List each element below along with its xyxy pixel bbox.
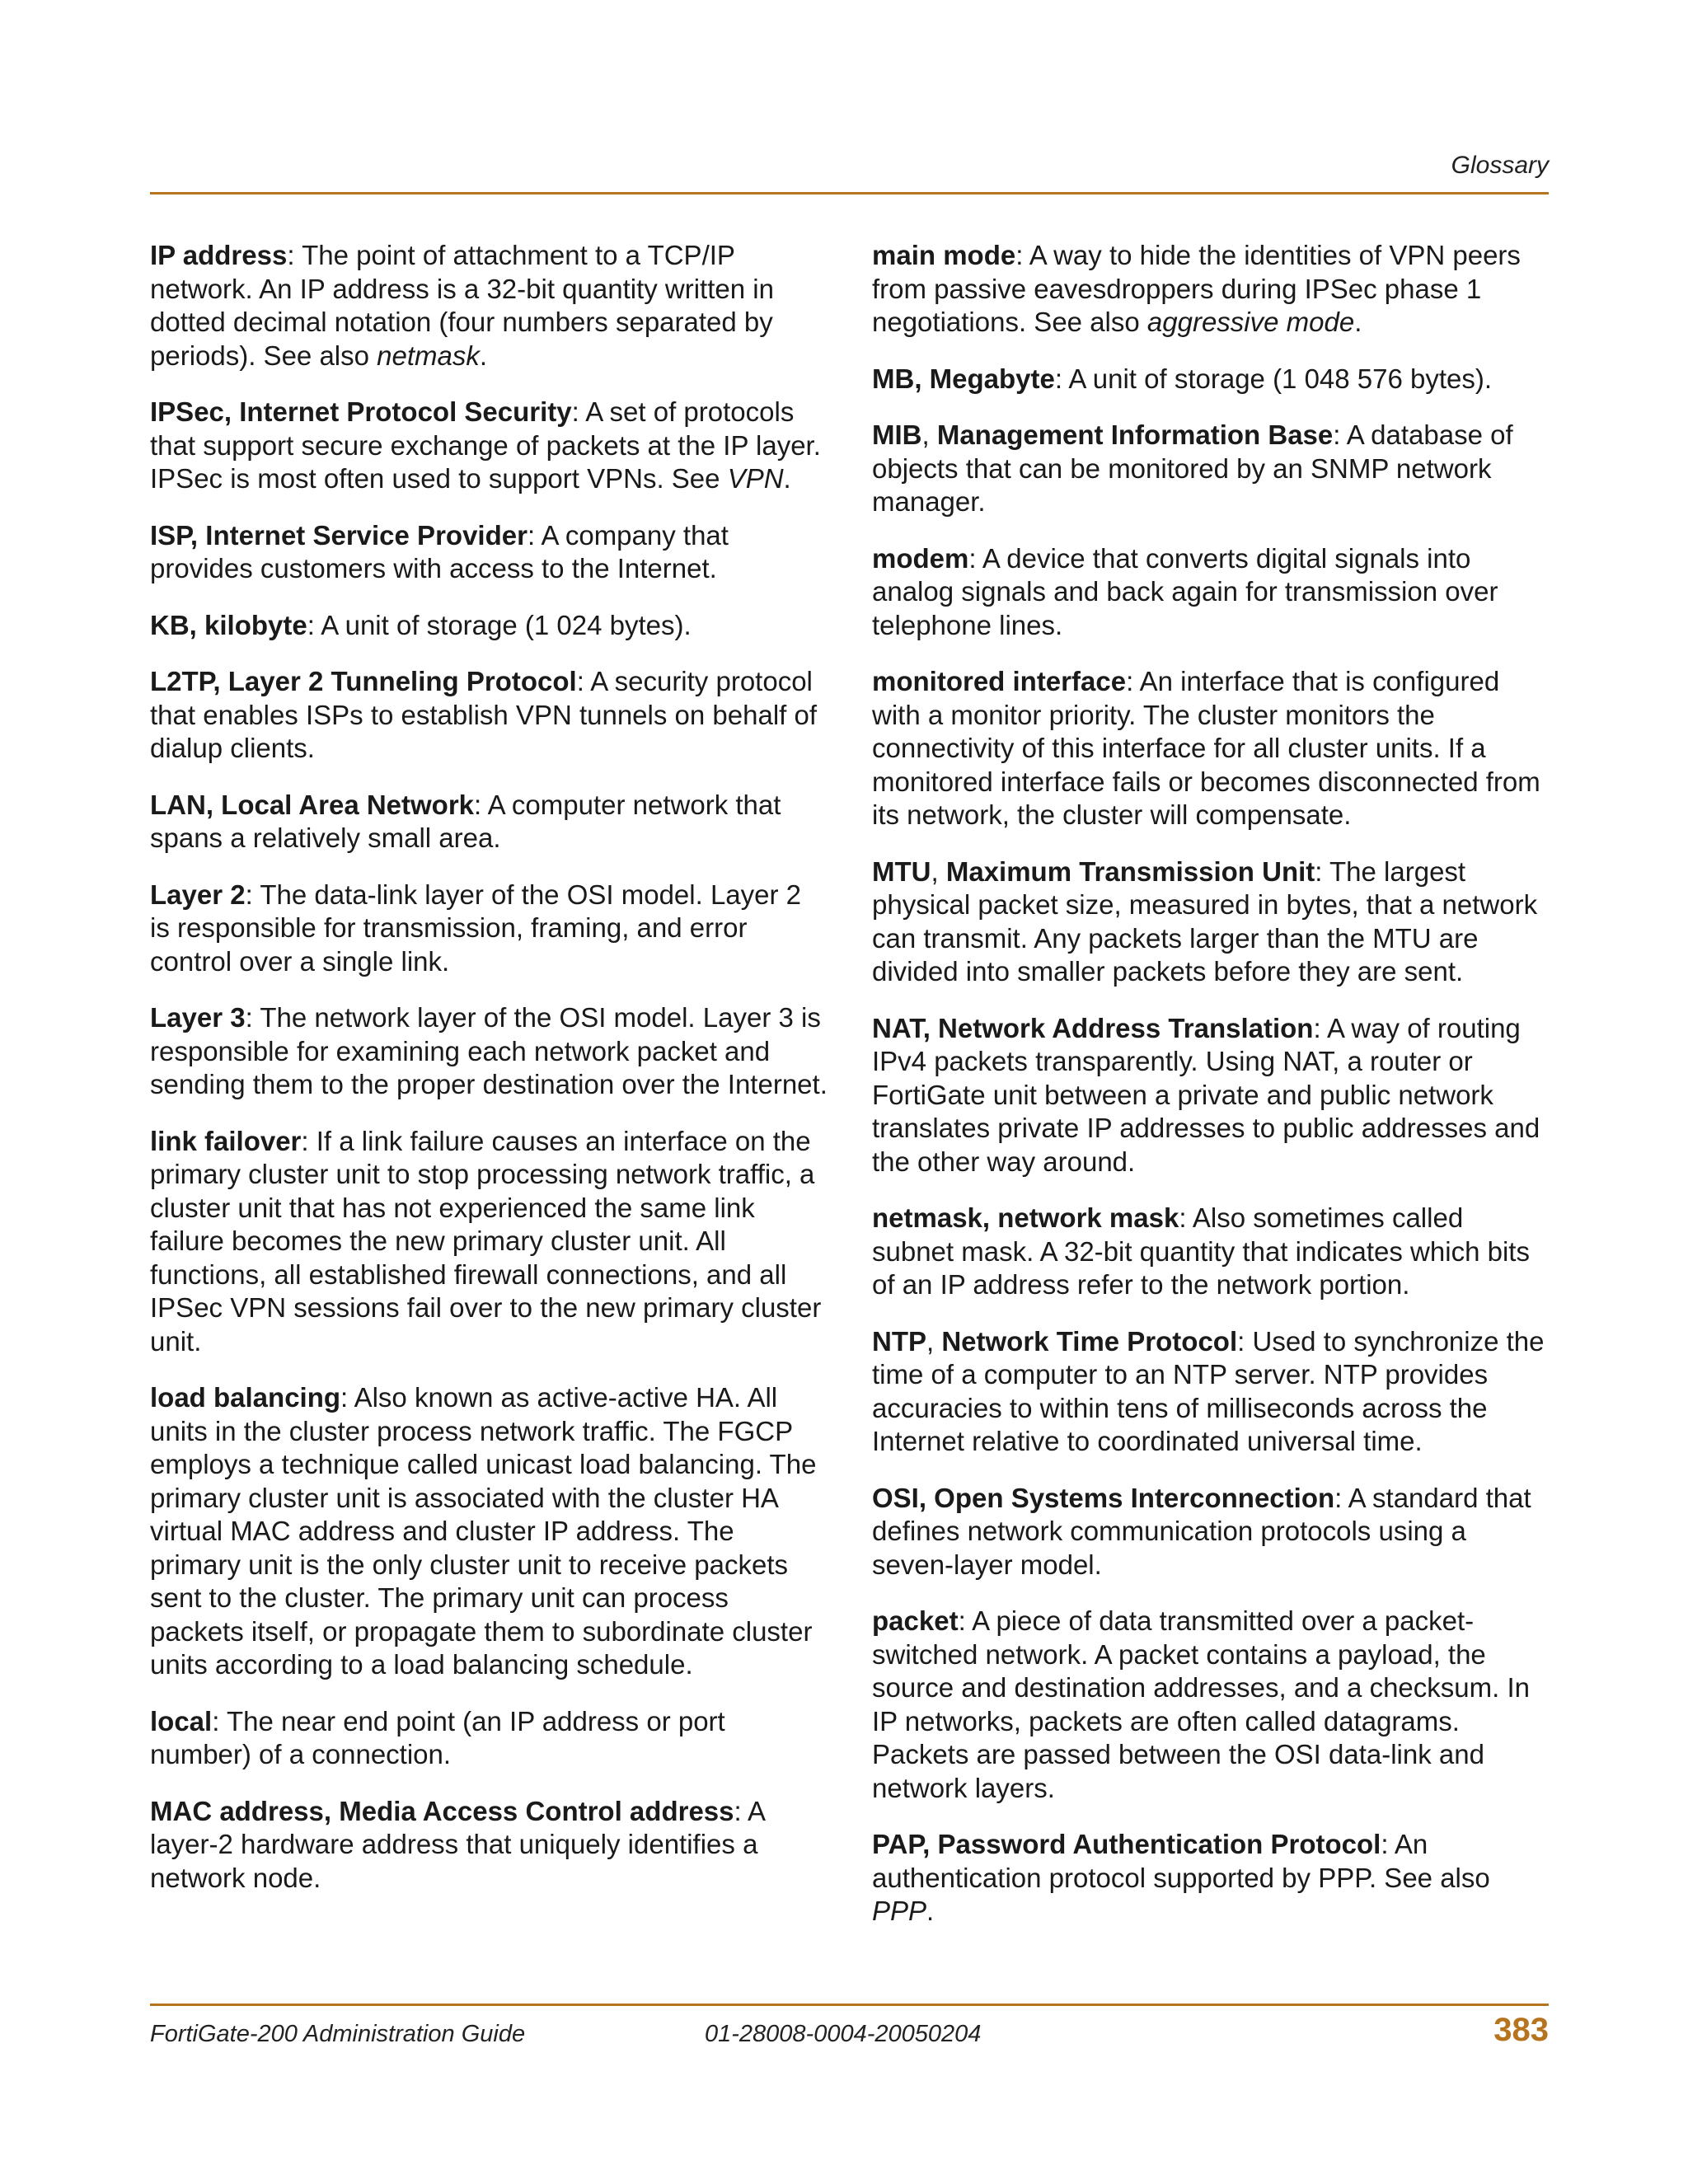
entry-term: main mode bbox=[872, 240, 1016, 270]
entry-colon: : bbox=[1315, 855, 1330, 887]
entry-separator: , bbox=[931, 855, 946, 887]
entry-definition: An authentication protocol supported by PPP. See also bbox=[872, 1829, 1490, 1893]
entry-separator: : bbox=[968, 542, 982, 574]
entry-separator: : bbox=[1313, 1012, 1327, 1043]
entry-definition: The near end point (an IP address or port number) of a connection. bbox=[150, 1705, 725, 1769]
footer-rule bbox=[150, 2004, 1549, 2006]
entry-term: MAC address, Media Access Control address bbox=[150, 1795, 734, 1826]
entry-term: MB, Megabyte bbox=[872, 363, 1055, 394]
entry-term: IPSec, Internet Protocol Security bbox=[150, 396, 572, 427]
entry-definition: If a link failure causes an interface on the primary cluster unit to stop processing network traffic, a cluster unit that has not experienced the same link failure becomes the new primary cluster unit. All functions, all established firewall connections, and all IPSec VPN sessions fail over to the new primary cluster unit. bbox=[150, 1125, 822, 1357]
entry-tail: . bbox=[783, 463, 791, 494]
entry-definition: A database of objects that can be monitored by an SNMP network manager. bbox=[872, 419, 1513, 517]
entry-term: KB, kilobyte bbox=[150, 609, 307, 640]
entry-separator: : bbox=[307, 609, 321, 640]
entry-definition: A company that provides customers with access to the Internet. bbox=[150, 519, 729, 583]
entry-term-expansion: Network Time Protocol bbox=[941, 1325, 1238, 1357]
entry-separator: : bbox=[1334, 1482, 1348, 1513]
entry-term: Layer 2 bbox=[150, 879, 246, 910]
entry-term: Layer 3 bbox=[150, 1002, 246, 1033]
cross-reference: VPN bbox=[727, 463, 784, 494]
entry-term: OSI, Open Systems Interconnection bbox=[872, 1482, 1335, 1513]
entry-separator: , bbox=[926, 1325, 942, 1357]
glossary-entry bbox=[150, 1795, 828, 1896]
glossary-entry bbox=[150, 609, 828, 643]
glossary-entry bbox=[150, 789, 828, 855]
page-number: 383 bbox=[1493, 2012, 1549, 2048]
entry-definition: A way to hide the identities of VPN peers from passive eavesdroppers during IPSec phase 1 negotiations. See also bbox=[872, 240, 1521, 337]
entry-separator: : bbox=[958, 1605, 973, 1636]
entry-tail: . bbox=[926, 1896, 935, 1926]
entry-tail: . bbox=[479, 340, 488, 371]
entry-colon: : bbox=[1333, 419, 1347, 450]
entry-definition: Used to synchronize the time of a computer to an NTP server. NTP provides accuracies to within tens of milliseconds across the Internet relative to coordinated universal time. bbox=[872, 1325, 1545, 1456]
entry-definition: A unit of storage (1 024 bytes). bbox=[321, 609, 692, 640]
entry-definition: A layer-2 hardware address that uniquely identifies a network node. bbox=[150, 1795, 765, 1893]
glossary-entry bbox=[872, 1605, 1550, 1805]
glossary-entry bbox=[872, 1012, 1550, 1179]
footer-guide-title: FortiGate-200 Administration Guide bbox=[150, 2021, 526, 2047]
entry-term: netmask, network mask bbox=[872, 1202, 1179, 1233]
entry-separator: : bbox=[734, 1795, 748, 1826]
entry-term: load balancing bbox=[150, 1382, 341, 1413]
entry-definition: A security protocol that enables ISPs to establish VPN tunnels on behalf of dialup clients. bbox=[150, 666, 818, 763]
entry-definition: A piece of data transmitted over a packet-switched network. A packet contains a payload, the source and destination addresses, and a checksum. In IP networks, packets are often called datagrams. Packets are passed between the OSI data-link and network layers. bbox=[872, 1605, 1530, 1803]
entry-definition: The largest physical packet size, measured in bytes, that a network can transmit. Any packets larger than the MTU are divided into smaller packets before they are sent. bbox=[872, 855, 1538, 987]
glossary-entry bbox=[150, 519, 828, 586]
entry-term: modem bbox=[872, 542, 969, 574]
glossary-entry bbox=[872, 1482, 1550, 1582]
glossary-entry bbox=[872, 239, 1550, 340]
glossary-entry bbox=[872, 363, 1550, 396]
entry-term-expansion: Maximum Transmission Unit bbox=[945, 855, 1315, 887]
entry-term: NAT, Network Address Translation bbox=[872, 1012, 1314, 1043]
glossary-entry bbox=[872, 419, 1550, 519]
cross-reference: aggressive mode bbox=[1146, 307, 1355, 337]
entry-definition: A set of protocols that support secure exchange of packets at the IP layer. IPSec is most often used to support VPNs. See bbox=[150, 396, 821, 494]
entry-separator: , bbox=[921, 419, 937, 450]
entry-term: IP address bbox=[150, 240, 288, 270]
entry-tail: . bbox=[1354, 307, 1362, 337]
glossary-entry bbox=[150, 239, 828, 373]
entry-term: monitored interface bbox=[872, 666, 1127, 696]
entry-separator: : bbox=[571, 396, 586, 427]
entry-separator: : bbox=[1054, 363, 1069, 394]
entry-term: PAP, Password Authentication Protocol bbox=[872, 1829, 1381, 1859]
entry-separator: : bbox=[1179, 1202, 1193, 1233]
entry-separator: : bbox=[212, 1705, 227, 1736]
entry-separator: : bbox=[1015, 240, 1029, 270]
entry-separator: : bbox=[245, 1002, 260, 1033]
entry-colon: : bbox=[1237, 1325, 1253, 1357]
running-header: Glossary bbox=[1451, 152, 1549, 179]
glossary-entry bbox=[150, 1001, 828, 1102]
entry-term: MIB bbox=[872, 419, 922, 450]
glossary-entry bbox=[872, 1325, 1550, 1459]
entry-term: NTP bbox=[872, 1325, 926, 1357]
entry-separator: : bbox=[576, 666, 591, 696]
entry-definition: The data-link layer of the OSI model. Layer 2 is responsible for transmission, framing, and error control over a single link. bbox=[150, 879, 802, 977]
entry-term: ISP, Internet Service Provider bbox=[150, 519, 528, 551]
cross-reference: netmask bbox=[377, 340, 480, 371]
entry-definition: The network layer of the OSI model. Layer 3 is responsible for examining each network packet and sending them to the proper destination over the Internet. bbox=[150, 1002, 828, 1099]
right-column bbox=[872, 239, 1550, 1952]
glossary-entry bbox=[872, 665, 1550, 832]
entry-definition: A way of routing IPv4 packets transparently. Using NAT, a router or FortiGate unit between a private and public network translates private IP addresses to public addresses and the other way around. bbox=[872, 1012, 1540, 1177]
glossary-entry bbox=[872, 1202, 1550, 1302]
entry-separator: : bbox=[340, 1382, 354, 1413]
entry-term: MTU bbox=[872, 855, 931, 887]
cross-reference: PPP bbox=[872, 1896, 927, 1926]
glossary-entry bbox=[150, 1705, 828, 1772]
header-rule bbox=[150, 192, 1549, 194]
footer-document-number: 01-28008-0004-20050204 bbox=[705, 2021, 982, 2047]
entry-definition: Also sometimes called subnet mask. A 32-bit quantity that indicates which bits of an IP address refer to the network portion. bbox=[872, 1202, 1530, 1300]
entry-separator: : bbox=[287, 240, 302, 270]
glossary-entry bbox=[150, 665, 828, 766]
entry-term: L2TP, Layer 2 Tunneling Protocol bbox=[150, 666, 577, 696]
entry-term-expansion: Management Information Base bbox=[936, 419, 1334, 450]
glossary-entry bbox=[872, 1828, 1550, 1929]
entry-definition: The point of attachment to a TCP/IP network. An IP address is a 32-bit quantity written in dotted decimal notation (four numbers separated by periods). See also bbox=[150, 240, 774, 371]
entry-definition: A device that converts digital signals into analog signals and back again for transmission over telephone lines. bbox=[872, 542, 1498, 640]
entry-term: link failover bbox=[150, 1125, 302, 1156]
entry-definition: A unit of storage (1 048 576 bytes). bbox=[1068, 363, 1493, 394]
entry-separator: : bbox=[301, 1125, 316, 1156]
entry-definition: A standard that defines network communication protocols using a seven-layer model. bbox=[872, 1482, 1531, 1580]
glossary-entry bbox=[872, 542, 1550, 643]
entry-definition: A computer network that spans a relatively small area. bbox=[150, 789, 781, 853]
left-column bbox=[150, 239, 828, 1918]
entry-term: packet bbox=[872, 1605, 959, 1636]
entry-definition: An interface that is configured with a monitor priority. The cluster monitors the connectivity of this interface for all cluster units. If a monitored interface fails or becomes disconnected from its network, the cluster will compensate. bbox=[872, 666, 1540, 830]
entry-separator: : bbox=[474, 789, 488, 820]
entry-separator: : bbox=[527, 519, 542, 551]
entry-term: local bbox=[150, 1705, 213, 1736]
glossary-entry bbox=[150, 1381, 828, 1682]
glossary-entry bbox=[150, 1125, 828, 1359]
entry-separator: : bbox=[245, 879, 260, 910]
entry-term: LAN, Local Area Network bbox=[150, 789, 475, 820]
glossary-entry bbox=[150, 879, 828, 979]
entry-separator: : bbox=[1126, 666, 1140, 696]
glossary-entry bbox=[872, 855, 1550, 989]
entry-separator: : bbox=[1381, 1829, 1395, 1859]
entry-definition: Also known as active-active HA. All units in the cluster process network traffic. The FGCP employs a technique called unicast load balancing. The primary cluster unit is associated with the cluster HA virtual MAC address and cluster IP address. The primary unit is the only cluster unit to receive packets sent to the cluster. The primary unit can process packets itself, or propagate them to subordinate cluster units according to a load balancing schedule. bbox=[150, 1382, 817, 1680]
glossary-entry bbox=[150, 396, 828, 496]
